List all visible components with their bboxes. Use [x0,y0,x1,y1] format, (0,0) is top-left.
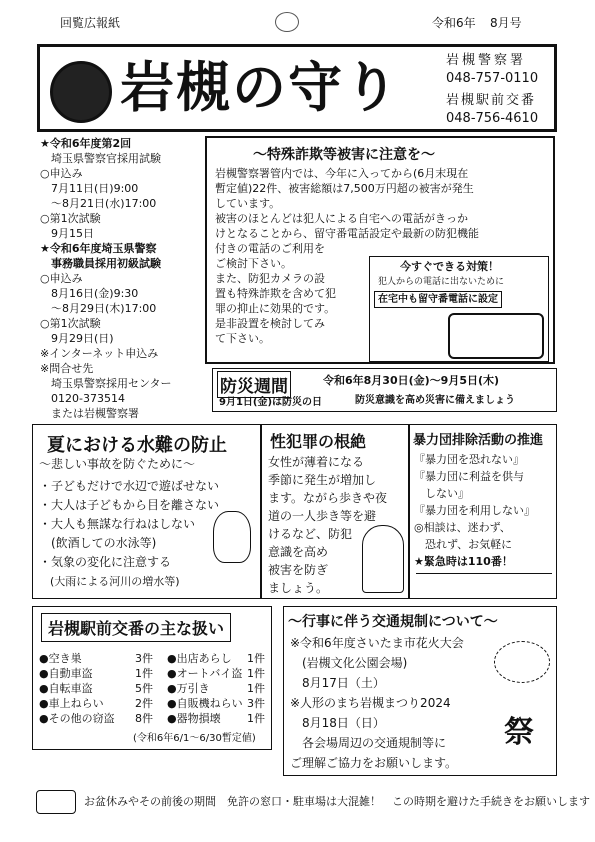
koban-period: (令和6年6/1～6/30暫定値) [133,733,256,744]
station1-name: 岩槻警察署 [446,53,527,68]
sexcrime-line: 道の一人歩き等を避 [268,509,377,523]
koban-row [39,681,153,696]
koban-item: ●オートバイ盗 [167,667,243,680]
kappa-mascot-icon [213,511,251,563]
recruit-line: ○申込み [40,272,83,285]
koban-item: ●出店あらし [167,652,232,665]
gang-line: 『暴力団を利用しない』 [414,504,535,517]
recruit-line: ○第1次試験 [40,317,101,330]
koban-count: 1件 [247,682,265,695]
traffic-line: (岩槻文化公園会場) [290,656,408,670]
sexcrime-line: ます。ながら歩きや夜 [268,491,388,505]
water-list [39,477,219,591]
header-left: 回覧広報紙 [60,16,121,30]
koban-row [167,666,265,681]
fraud-line: 付きの電話のご利用を [215,242,325,255]
recruit-line: ～8月29日(木)17:00 [40,302,157,315]
gang-line: しない』 [414,487,469,500]
recruit-line: ※問合せ先 [40,362,94,375]
koban-row [39,696,153,711]
koban-count: 8件 [135,712,153,725]
koban-item: ●その他の窃盗 [39,712,115,725]
header-ornament-icon [275,12,299,32]
panel-title: 今すぐできる対策！ [400,260,499,273]
recruit-line: 0120-373514 [40,392,125,405]
traffic-line: ※令和6年度さいたま市花火大会 [290,636,464,650]
fraud-line: また、防犯カメラの設 [215,272,325,285]
koban-count: 2件 [135,697,153,710]
koban-count: 1件 [247,667,265,680]
traffic-body [290,633,464,773]
recruit-line: ○第1次試験 [40,212,101,225]
water-item: ・大人は子どもから目を離さない [39,498,220,512]
fraud-section [205,136,555,364]
station2-tel: 048-756-4610 [446,111,539,126]
fraud-line: 岩槻警察署管内では、今年に入ってから(6月末現在 [215,167,469,180]
header-month: 8月号 [490,16,522,30]
koban-section [32,606,272,750]
recruit-line: ★令和6年度第2回 [40,137,132,150]
recruit-line: または岩槻警察署 [40,407,139,420]
footer-text: お盆休みやその前後の期間 免許の窓口・駐車場は大混雑！ この時期を避けた手続きをお願いします [84,795,590,808]
koban-count: 5件 [135,682,153,695]
traffic-line: 8月17日（土） [290,676,385,690]
koban-row [39,711,153,726]
gang-line: ◎相談は、迷わず、 [414,521,511,534]
koban-item: ●自動車盗 [39,667,93,680]
fraud-title: ～特殊詐欺等被害に注意を～ [253,147,435,163]
recruit-line: 埼玉県警察採用センター [40,377,172,390]
fraud-line: 是非設置を検討してみ [215,317,325,330]
footer-police-icon [36,790,76,814]
gang-title: 暴力団排除活動の推進 [413,433,544,448]
phone-icon [448,313,544,359]
fraud-line: て下さい。 [215,332,270,345]
recruit-line: 9月29日(日) [40,332,114,345]
fireworks-icon [494,641,550,683]
sexcrime-line: 意識を高め [268,545,329,559]
traffic-line: ご理解ご協力をお願いします。 [290,756,458,770]
water-subtitle: ～悲しい事故を防ぐために～ [39,457,196,471]
fraud-line: 暫定値)22件、被害総額は7,500万円超の被害が発生 [215,182,474,195]
traffic-title: ～行事に伴う交通規制について～ [288,614,498,630]
panel-label: 在宅中も留守番電話に設定 [374,291,502,308]
koban-row [167,651,265,666]
fraud-line: 罪の抑止に効果的です。 [215,302,336,315]
sexcrime-line: ましょう。 [268,581,329,595]
watermelon-icon [50,61,112,123]
traffic-line: ※人形のまち岩槻まつり2024 [290,696,451,710]
water-item: ・子どもだけで水辺で遊ばせない [39,479,220,493]
sexcrime-line: 被害を防ぎ [268,563,329,577]
koban-left-list [39,651,153,726]
koban-count: 3件 [247,697,265,710]
gang-illustration-icon [416,573,552,594]
recruit-line: 8月16日(金)9:30 [40,287,139,300]
gang-line: 『暴力団に利益を供与 [414,470,524,483]
koban-row [167,711,265,726]
recruit-line: ～8月21日(水)17:00 [40,197,157,210]
masthead-title: 岩槻の守り [120,56,400,119]
disaster-dates: 令和6年8月30日(金)～9月5日(木) [323,374,500,387]
disaster-slogan: 防災意識を高め災害に備えましょう [355,395,515,406]
koban-item: ●車上ねらい [39,697,104,710]
koban-row [39,651,153,666]
water-title: 夏における水難の防止 [47,435,227,456]
koban-item: ●空き巣 [39,652,82,665]
traffic-line: 8月18日（日） [290,716,385,730]
koban-row [39,666,153,681]
koban-count: 1件 [247,712,265,725]
recruit-line: ★令和6年度埼玉県警察 [40,242,157,255]
fraud-line: 被害のほとんどは犯人による自宅への電話がきっか [215,212,468,225]
fraud-line: けとなることから、留守番電話設定や最新の防犯機能 [215,227,479,240]
koban-title: 岩槻駅前交番の主な扱い [41,613,231,642]
gang-line: 恐れず、お気軽に [414,538,513,551]
station1-tel: 048-757-0110 [446,71,539,86]
sexcrime-line: けるなど、防犯 [268,527,353,541]
recruit-line: 事務職員採用初級試験 [40,257,161,270]
traffic-section [283,606,557,776]
gang-line: ★緊急時は110番！ [414,555,513,568]
koban-item: ●万引き [167,682,210,695]
disaster-title: 防災週間 [217,371,291,398]
festival-badge: 祭 [504,715,534,750]
masthead [37,44,557,132]
water-item: (飲酒しての水泳等) [39,536,157,550]
koban-item: ●自販機ねらい [167,697,243,710]
countermeasure-panel [369,256,549,362]
sexcrime-section [261,424,409,599]
koban-item: ●自転車盗 [39,682,93,695]
fraud-line: 置も特殊詐欺を含めて犯 [215,287,336,300]
sexcrime-line: 季節に発生が増加し [268,473,377,487]
header-year: 令和6年 [432,16,476,30]
recruit-section [40,136,208,421]
disaster-section [212,368,557,412]
station2-name: 岩槻駅前交番 [446,93,537,108]
koban-row [167,681,265,696]
recruit-line: ○申込み [40,167,83,180]
water-item: ・気象の変化に注意する [39,555,172,569]
police-officer-icon [362,525,404,593]
recruit-line: 7月11日(日)9:00 [40,182,139,195]
recruit-line: 埼玉県警察官採用試験 [40,152,161,165]
fraud-line: ご検討下さい。 [215,257,292,270]
koban-count: 1件 [135,667,153,680]
water-item: (大雨による河川の増水等) [39,575,180,588]
koban-right-list [167,651,265,726]
sexcrime-title: 性犯罪の根絶 [270,432,367,451]
panel-sub: 犯人からの電話に出ないために [378,277,505,287]
koban-count: 1件 [247,652,265,665]
koban-item: ●器物損壊 [167,712,221,725]
water-section [32,424,261,599]
koban-row [167,696,265,711]
gang-line: 『暴力団を恐れない』 [414,453,524,466]
fraud-line: しています。 [215,197,281,210]
disaster-sub: 9月1日(金)は防災の日 [219,397,323,408]
gang-section [409,424,557,599]
traffic-line: 各会場周辺の交通規制等に [290,736,447,750]
recruit-line: ※インターネット申込み [40,347,159,360]
sexcrime-line: 女性が薄着になる [268,455,365,469]
water-item: ・大人も無謀な行ねはしない [39,517,196,531]
recruit-line: 9月15日 [40,227,94,240]
koban-count: 3件 [135,652,153,665]
gang-body [414,451,535,570]
